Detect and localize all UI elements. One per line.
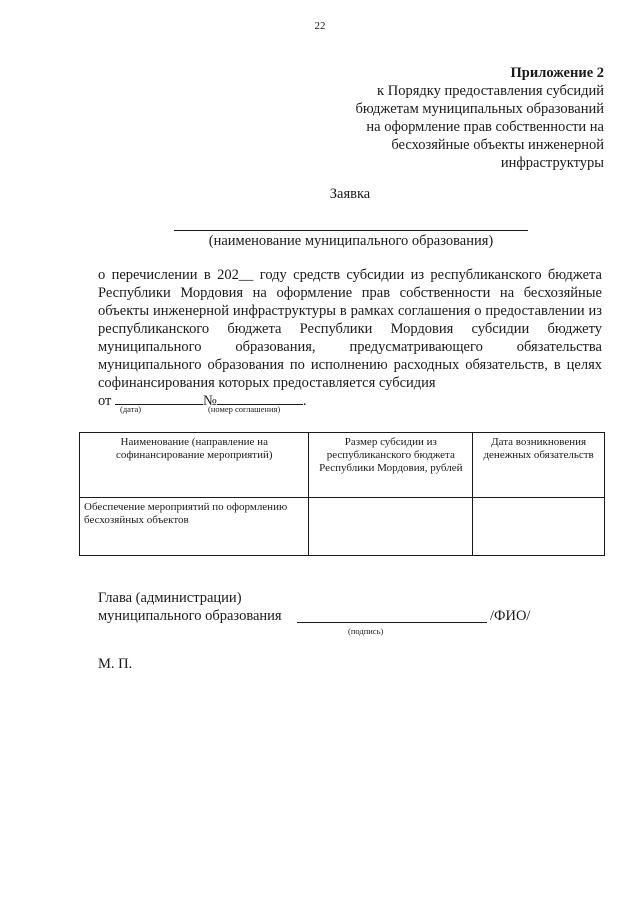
appendix-line: к Порядку предоставления субсидий bbox=[377, 83, 604, 99]
page-number: 22 bbox=[314, 20, 326, 32]
table-row bbox=[80, 498, 605, 556]
body-text-main: году средств субсидии из республиканского бюджета Республики Мордовия на оформление прав собственности на бесхозяйные объекты инженерной инфраструктуры в рамках соглашения о предоставлении из республиканского бюджета Республики Мордовия субсидии бюджету муниципального образования, предусматривающего обязательства муниципального образования по исполнению расходных обязательств, в целях софинансирования которых предоставляется субсидия bbox=[98, 267, 602, 391]
appendix-line: инфраструктуры bbox=[500, 155, 604, 171]
appendix-header bbox=[284, 64, 604, 172]
table-header-cell: Наименование (направление на софинансирование мероприятий) bbox=[80, 433, 309, 498]
municipality-name-line bbox=[174, 230, 528, 231]
signature-caption: (подпись) bbox=[348, 626, 384, 636]
table-cell bbox=[309, 498, 473, 556]
signer-title-line1: Глава (администрации) bbox=[98, 590, 242, 606]
subsidy-table bbox=[79, 432, 605, 556]
appendix-line: на оформление прав собственности на bbox=[366, 119, 604, 135]
signature-line bbox=[297, 622, 487, 623]
date-caption: (дата) bbox=[120, 404, 142, 414]
municipality-name-caption: (наименование муниципального образования) bbox=[208, 233, 494, 249]
appendix-line: бюджетам муниципальных образований bbox=[355, 101, 604, 117]
number-sign: № bbox=[203, 393, 217, 409]
signer-title-line2: муниципального образования bbox=[98, 608, 282, 624]
table-header-row bbox=[80, 433, 605, 498]
fio-label: /ФИО/ bbox=[490, 608, 531, 624]
appendix-line: бесхозяйные объекты инженерной bbox=[391, 137, 604, 153]
table-cell bbox=[473, 498, 605, 556]
appendix-title: Приложение 2 bbox=[510, 65, 604, 81]
year-blank: __ bbox=[238, 267, 254, 283]
from-line bbox=[98, 392, 602, 410]
stamp-place: М. П. bbox=[98, 656, 133, 672]
form-title: Заявка bbox=[329, 186, 371, 202]
table-header-cell: Дата возникновения денежных обязательств bbox=[473, 433, 605, 498]
end-period: . bbox=[302, 393, 307, 409]
table-cell: Обеспечение мероприятий по оформлению бесхозяйных объектов bbox=[80, 498, 309, 556]
agreement-caption: (номер соглашения) bbox=[208, 404, 281, 414]
from-label: от bbox=[98, 393, 112, 409]
table-header-cell: Размер субсидии из республиканского бюджета Республики Мордовия, рублей bbox=[309, 433, 473, 498]
application-body bbox=[98, 266, 602, 410]
body-text-start: о перечислении в 202 bbox=[98, 267, 239, 283]
